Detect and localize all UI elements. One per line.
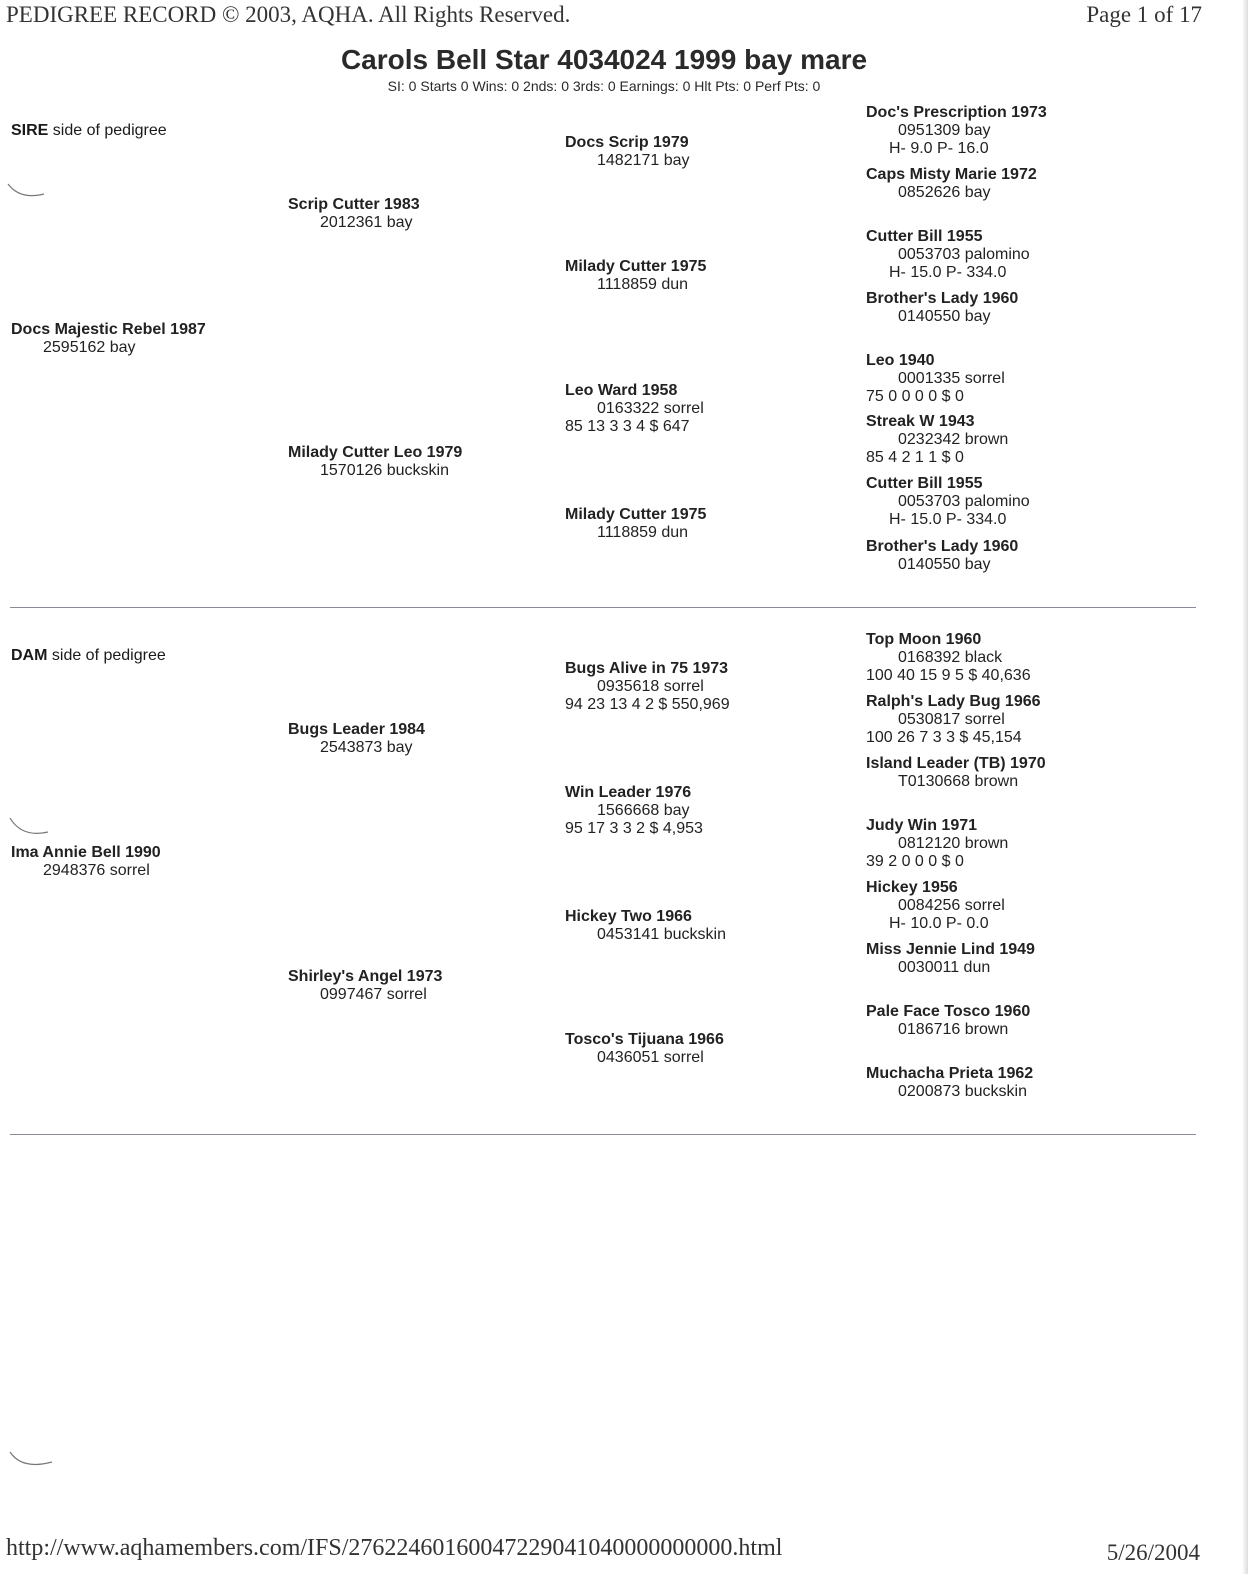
g4-horse: Leo 1940 0001335 sorrel 75 0 0 0 0 $ 0 — [866, 352, 1005, 405]
race-record: 94 23 13 4 2 $ 550,969 — [565, 696, 730, 713]
hole-punch-mark — [6, 178, 56, 202]
horse-name: Scrip Cutter 1983 — [288, 196, 420, 213]
horse-name: Shirley's Angel 1973 — [288, 968, 443, 985]
horse-registration: 2543873 bay — [320, 739, 413, 756]
g4-horse: Top Moon 1960 0168392 black 100 40 15 9 5 $ 40,636 — [866, 631, 1031, 684]
points-record: H- 9.0 P- 16.0 — [889, 140, 989, 157]
horse-registration: 2948376 sorrel — [43, 862, 150, 879]
g4-horse: Brother's Lady 1960 0140550 bay — [866, 538, 1019, 573]
maternal-grandsire — [288, 721, 425, 757]
race-record: 39 2 0 0 0 $ 0 — [866, 853, 964, 870]
g4-horse: Brother's Lady 1960 0140550 bay — [866, 290, 1019, 325]
dam-side-label: DAM side of pedigree — [11, 647, 166, 664]
maternal-granddam — [288, 968, 442, 1004]
horse-registration: 0997467 sorrel — [320, 986, 427, 1003]
g4-horse: Streak W 1943 0232342 brown 85 4 2 1 1 $ 0 — [866, 413, 1009, 466]
horse-name: Milady Cutter Leo 1979 — [288, 444, 463, 461]
points-record: H- 15.0 P- 334.0 — [889, 264, 1007, 281]
section-divider — [10, 1134, 1196, 1135]
horse-name: Ima Annie Bell 1990 — [11, 844, 161, 861]
source-url: http://www.aqhamembers.com/IFS/27622460160047229041040000000000.html — [6, 1535, 783, 1561]
g4-horse: Island Leader (TB) 1970 T0130668 brown — [866, 755, 1046, 790]
paternal-grandsire — [288, 196, 420, 232]
g3-horse: Win Leader 1976 1566668 bay 95 17 3 3 2 $ 4,953 — [565, 784, 703, 837]
horse-registration: 2595162 bay — [43, 339, 136, 356]
race-record: 75 0 0 0 0 $ 0 — [866, 388, 964, 405]
paternal-granddam — [288, 444, 462, 480]
sire-side-label: SIRE side of pedigree — [11, 122, 167, 139]
g3-horse: Docs Scrip 1979 1482171 bay — [565, 134, 690, 169]
g4-horse: Judy Win 1971 0812120 brown 39 2 0 0 0 $ 0 — [866, 817, 1009, 870]
g4-horse: Cutter Bill 1955 0053703 palomino H- 15.0 P- 334.0 — [866, 475, 1030, 528]
copyright-header: PEDIGREE RECORD © 2003, AQHA. All Rights Reserved. — [6, 2, 571, 27]
hole-punch-mark — [8, 1448, 58, 1472]
g3-horse: Milady Cutter 1975 1118859 dun — [565, 258, 707, 293]
g4-horse: Caps Misty Marie 1972 0852626 bay — [866, 166, 1037, 201]
race-record: 100 26 7 3 3 $ 45,154 — [866, 729, 1022, 746]
g4-horse: Ralph's Lady Bug 1966 0530817 sorrel 100 26 7 3 3 $ 45,154 — [866, 693, 1041, 746]
g4-horse: Miss Jennie Lind 1949 0030011 dun — [866, 941, 1035, 976]
sire — [11, 321, 206, 357]
g3-horse: Milady Cutter 1975 1118859 dun — [565, 506, 707, 541]
g3-horse: Bugs Alive in 75 1973 0935618 sorrel 94 23 13 4 2 $ 550,969 — [565, 660, 730, 713]
page-indicator: Page 1 of 17 — [1086, 2, 1202, 27]
section-divider — [10, 607, 1196, 608]
g4-horse: Hickey 1956 0084256 sorrel H- 10.0 P- 0.0 — [866, 879, 1005, 932]
g4-horse: Muchacha Prieta 1962 0200873 buckskin — [866, 1065, 1034, 1100]
hole-punch-mark — [8, 814, 58, 838]
page-title: Carols Bell Star 4034024 1999 bay mare — [340, 44, 868, 75]
g4-horse: Doc's Prescription 1973 0951309 bay H- 9.0 P- 16.0 — [866, 104, 1047, 157]
dam — [11, 844, 161, 880]
race-record: 100 40 15 9 5 $ 40,636 — [866, 667, 1031, 684]
g4-horse: Pale Face Tosco 1960 0186716 brown — [866, 1003, 1031, 1038]
g4-horse: Cutter Bill 1955 0053703 palomino H- 15.0 P- 334.0 — [866, 228, 1030, 281]
race-record: 85 13 3 3 4 $ 647 — [565, 418, 690, 435]
horse-name: Bugs Leader 1984 — [288, 721, 425, 738]
points-record: H- 15.0 P- 334.0 — [889, 511, 1007, 528]
race-record: 85 4 2 1 1 $ 0 — [866, 449, 964, 466]
performance-stats: SI: 0 Starts 0 Wins: 0 2nds: 0 3rds: 0 Earnings: 0 Hlt Pts: 0 Perf Pts: 0 — [387, 78, 821, 94]
print-date: 5/26/2004 — [1106, 1540, 1200, 1565]
points-record: H- 10.0 P- 0.0 — [889, 915, 989, 932]
g3-horse: Tosco's Tijuana 1966 0436051 sorrel — [565, 1031, 724, 1066]
g3-horse: Hickey Two 1966 0453141 buckskin — [565, 908, 726, 943]
horse-name: Docs Majestic Rebel 1987 — [11, 321, 206, 338]
horse-registration: 1570126 buckskin — [320, 462, 449, 479]
scan-edge-shadow — [1242, 0, 1248, 1574]
g3-horse: Leo Ward 1958 0163322 sorrel 85 13 3 3 4 $ 647 — [565, 382, 704, 435]
horse-registration: 2012361 bay — [320, 214, 413, 231]
race-record: 95 17 3 3 2 $ 4,953 — [565, 820, 703, 837]
